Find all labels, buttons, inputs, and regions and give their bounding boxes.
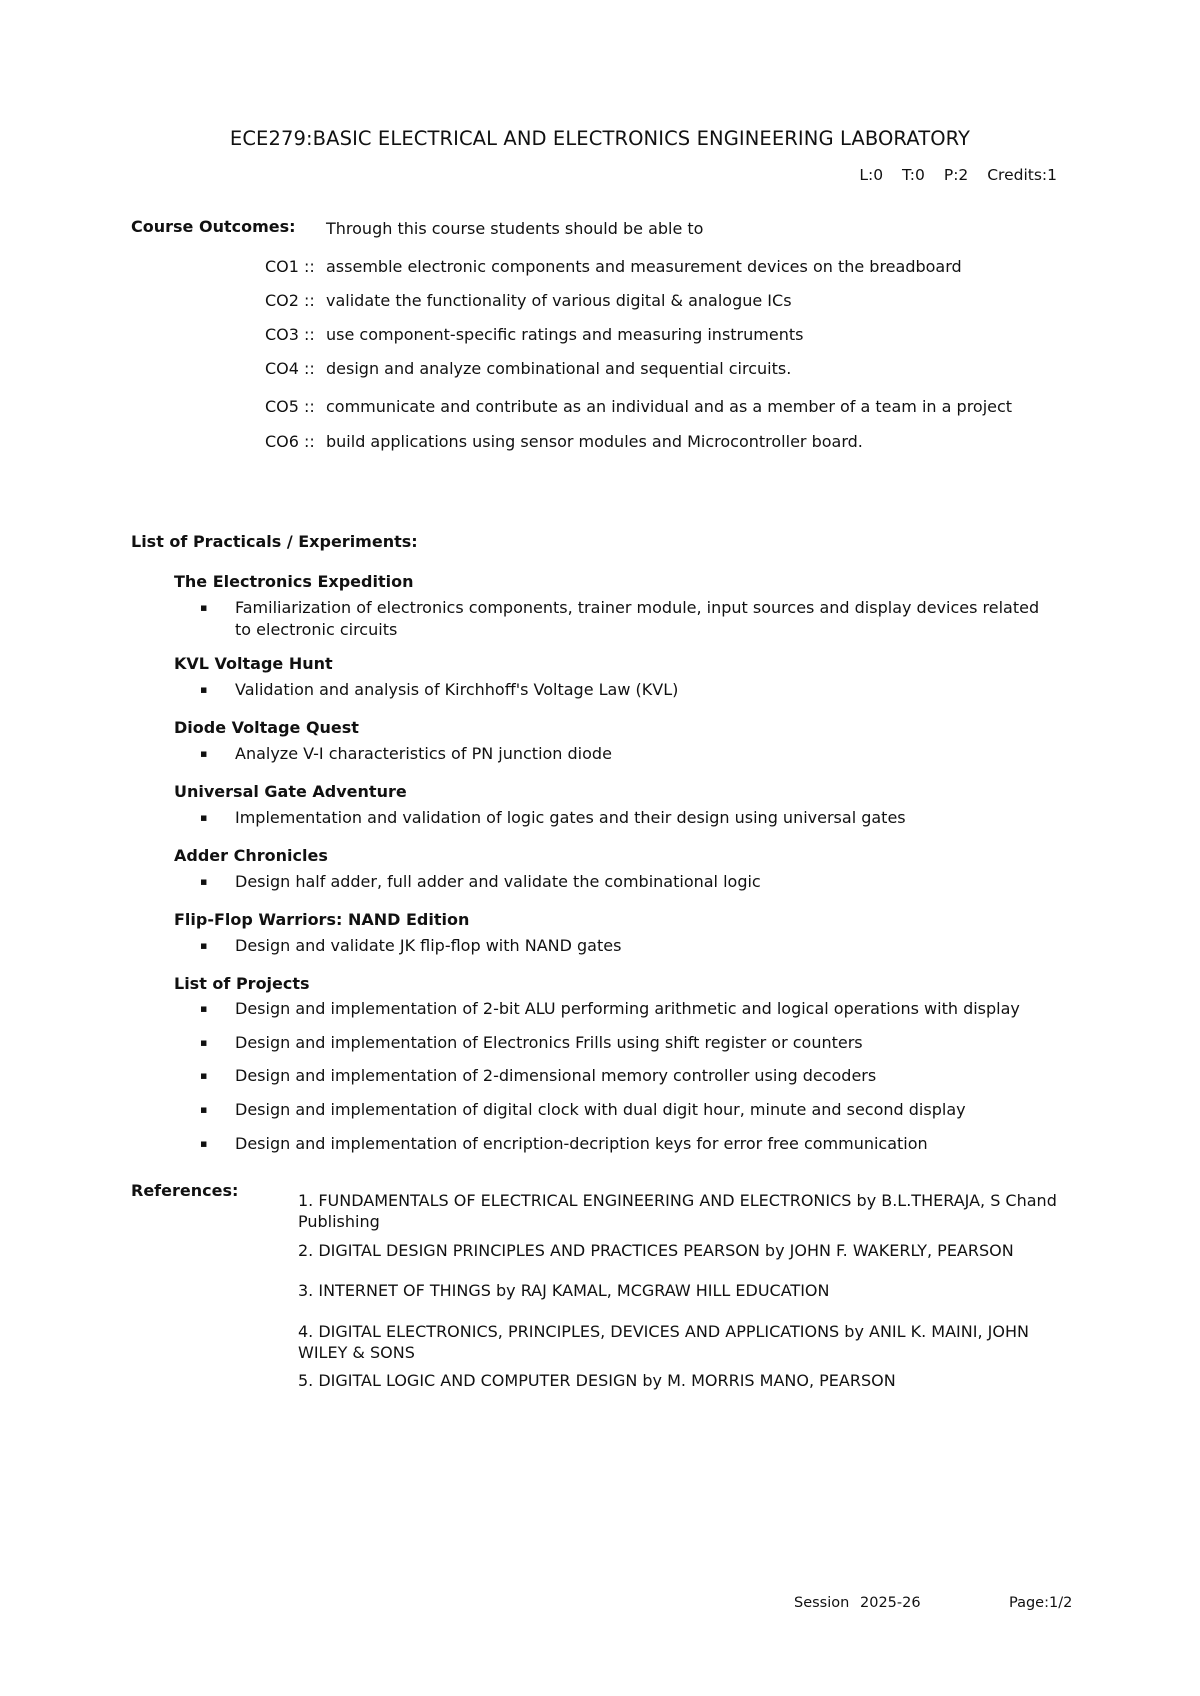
course-outcome-item: CO2 :: validate the functionality of various digital & analogue ICs — [265, 291, 792, 310]
ltp-credits — [859, 166, 1057, 184]
course-outcome-item: CO6 :: build applications using sensor modules and Microcontroller board. — [265, 432, 863, 451]
session-value: 2025-26 — [860, 1595, 921, 1611]
course-outcomes-heading: Course Outcomes: — [131, 217, 296, 236]
experiment-title: Diode Voltage Quest — [174, 718, 359, 737]
page-number: Page:1/2 — [1009, 1595, 1073, 1611]
experiment-title: The Electronics Expedition — [174, 572, 414, 591]
page-title: ECE279:BASIC ELECTRICAL AND ELECTRONICS ENGINEERING LABORATORY — [229, 127, 971, 150]
reference-item: 2. DIGITAL DESIGN PRINCIPLES AND PRACTICES PEARSON by JOHN F. WAKERLY, PEARSON — [298, 1241, 1014, 1260]
reference-item: 5. DIGITAL LOGIC AND COMPUTER DESIGN by M. MORRIS MANO, PEARSON — [298, 1371, 896, 1390]
reference-item: 1. FUNDAMENTALS OF ELECTRICAL ENGINEERING AND ELECTRONICS by B.L.THERAJA, S Chand Publishing — [298, 1191, 1057, 1231]
course-outcome-item: CO5 :: communicate and contribute as an individual and as a member of a team in a project — [265, 397, 1013, 416]
practicals-heading: List of Practicals / Experiments: — [131, 532, 418, 551]
tutorial-hours: T:0 — [902, 166, 925, 184]
references-heading: References: — [131, 1181, 239, 1200]
credits: Credits:1 — [987, 166, 1057, 184]
projects-title: List of Projects — [174, 974, 310, 993]
course-outcome-item: CO1 :: assemble electronic components and measurement devices on the breadboard — [265, 257, 962, 276]
experiment-title: Universal Gate Adventure — [174, 782, 407, 801]
practical-hours: P:2 — [943, 166, 969, 184]
reference-item: 4. DIGITAL ELECTRONICS, PRINCIPLES, DEVICES AND APPLICATIONS by ANIL K. MAINI, JOHN WILEY & SONS — [298, 1322, 1029, 1362]
experiment-title: Adder Chronicles — [174, 846, 328, 865]
experiment-title: KVL Voltage Hunt — [174, 654, 333, 673]
course-outcome-item: CO4 :: design and analyze combinational and sequential circuits. — [265, 359, 792, 378]
course-outcome-item: CO3 :: use component-specific ratings and measuring instruments — [265, 325, 804, 344]
course-outcomes-intro: Through this course students should be able to — [326, 219, 704, 238]
session-label: Session — [794, 1595, 850, 1611]
lecture-hours: L:0 — [859, 166, 884, 184]
experiment-title: Flip-Flop Warriors: NAND Edition — [174, 910, 470, 929]
reference-item: 3. INTERNET OF THINGS by RAJ KAMAL, MCGRAW HILL EDUCATION — [298, 1281, 830, 1300]
